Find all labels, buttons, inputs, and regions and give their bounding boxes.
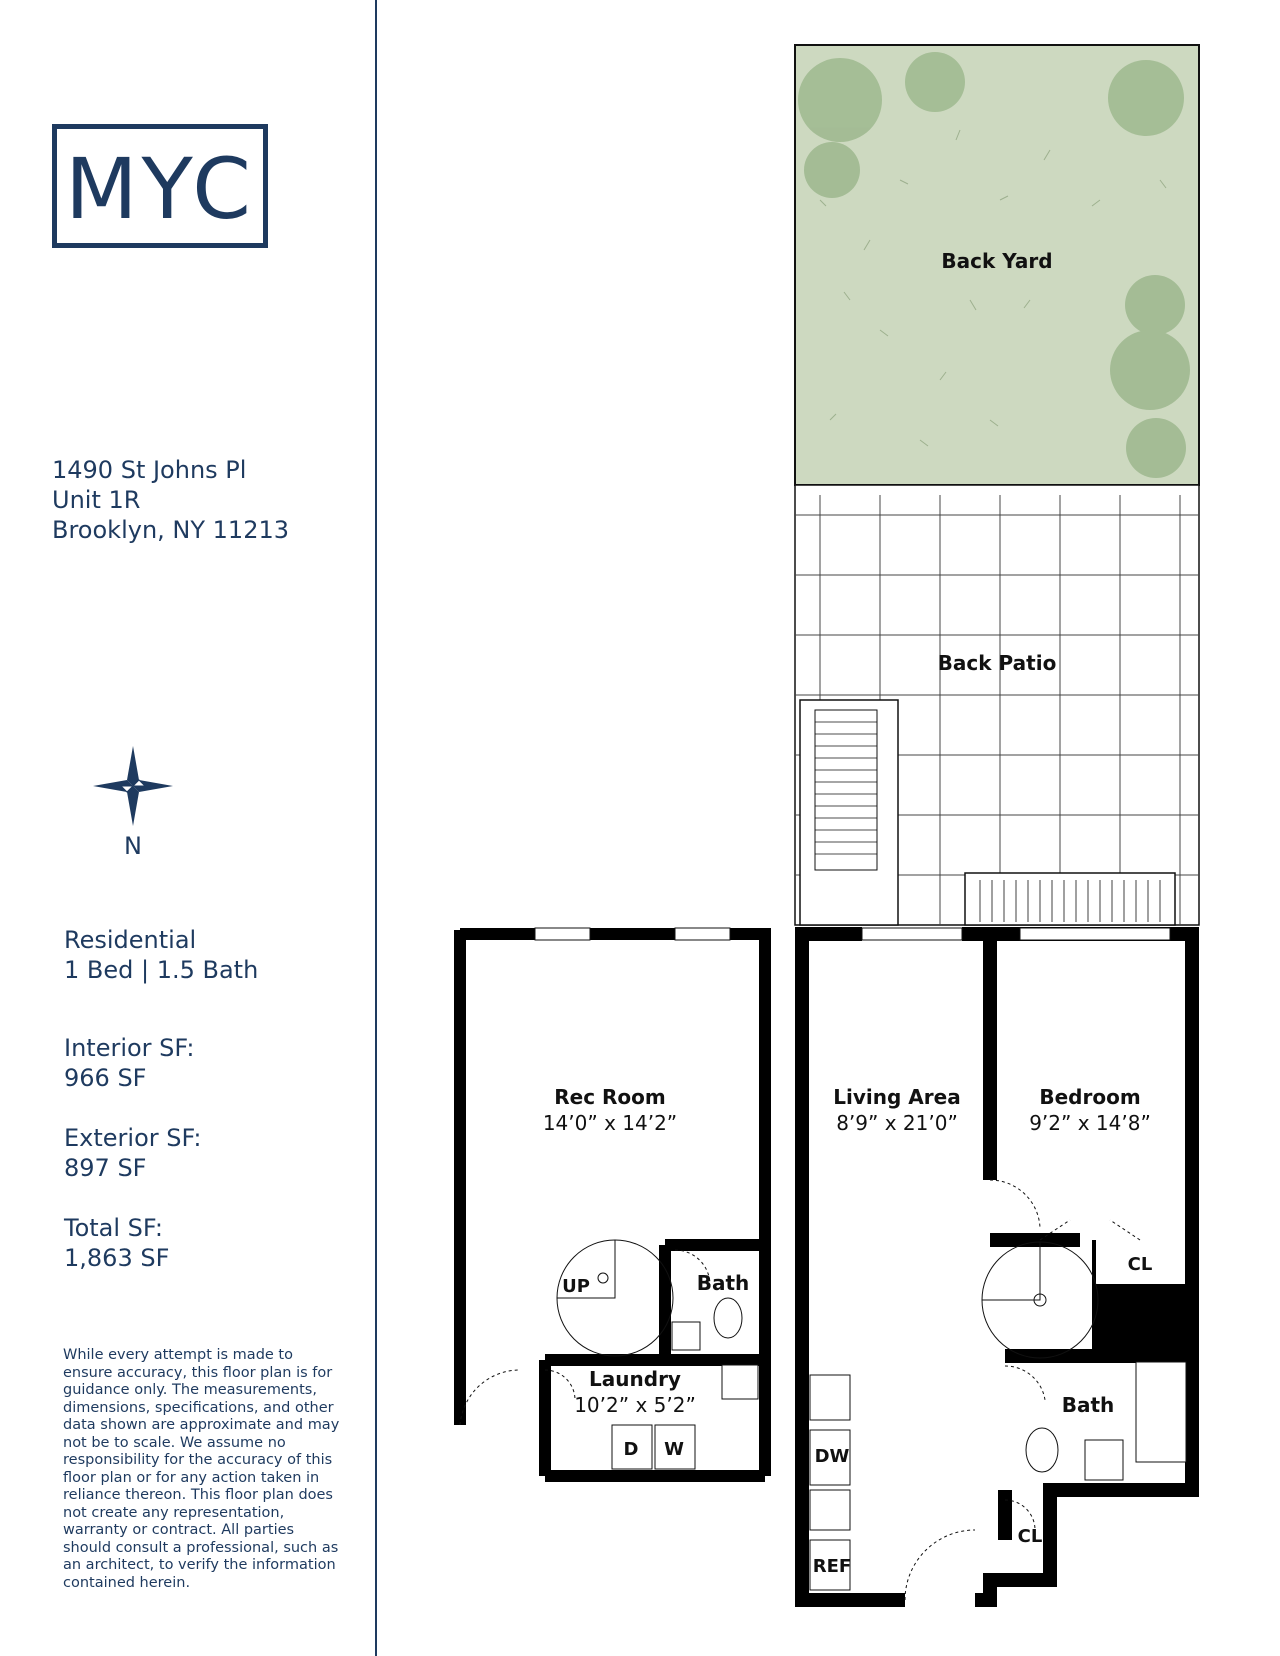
interior-sf-value: 966 SF	[64, 1064, 147, 1092]
bedroom-label: Bedroom	[1039, 1085, 1141, 1109]
address-line-3: Brooklyn, NY 11213	[52, 516, 289, 544]
closet-hall-label: CL	[1017, 1526, 1043, 1547]
spiral-stair-main	[982, 1242, 1098, 1358]
stair-up-label: UP	[562, 1276, 590, 1297]
spiral-stair-lower	[557, 1240, 673, 1356]
bedroom-dims: 9’2” x 14’8”	[1029, 1111, 1151, 1135]
dryer-label: D	[623, 1439, 639, 1460]
bath-lower-label: Bath	[696, 1271, 750, 1295]
back-yard	[795, 45, 1199, 485]
logo-text: MYC	[65, 140, 255, 238]
rec-room-dims: 14’0” x 14’2”	[542, 1111, 678, 1135]
disclaimer-text: While every attempt is made to ensure accuracy, this floor plan is for guidance only. The measurements, dimensions, specifications, and other data shown are approximate and may not be to scale. We assume no responsibility for the accuracy of this floor plan or for any action taken in reliance thereon. This floor plan does not create any representation, warranty or contract. All parties should consult a professional, such as an architect, to verify the information contained herein.	[63, 1347, 340, 1591]
wall-block	[1092, 1284, 1192, 1356]
interior-sf-label: Interior SF:	[64, 1034, 195, 1062]
refrigerator-label: REF	[812, 1556, 852, 1577]
exterior-sf-value: 897 SF	[64, 1154, 147, 1182]
total-sf-label: Total SF:	[64, 1214, 163, 1242]
total-sf-value: 1,863 SF	[64, 1244, 170, 1272]
back-patio	[795, 485, 1199, 925]
address-line-1: 1490 St Johns Pl	[52, 456, 247, 484]
laundry-label: Laundry	[589, 1367, 681, 1391]
dishwasher-label: DW	[814, 1446, 850, 1467]
patio-steps	[965, 873, 1175, 925]
address-line-2: Unit 1R	[52, 486, 141, 514]
living-area-label: Living Area	[833, 1085, 961, 1109]
beds-baths: 1 Bed | 1.5 Bath	[64, 956, 259, 984]
laundry-dims: 10’2” x 5’2”	[574, 1393, 696, 1417]
bath-main-label: Bath	[1061, 1393, 1115, 1417]
compass-north-label: N	[124, 832, 142, 860]
living-area-dims: 8’9” x 21’0”	[836, 1111, 958, 1135]
back-yard-label: Back Yard	[941, 249, 1053, 273]
washer-label: W	[664, 1439, 684, 1460]
property-type: Residential	[64, 926, 197, 954]
back-patio-label: Back Patio	[937, 651, 1057, 675]
closet-bedroom-label: CL	[1127, 1254, 1153, 1275]
rec-room-label: Rec Room	[554, 1085, 666, 1109]
bath-fixtures-main	[1026, 1362, 1186, 1480]
exterior-sf-label: Exterior SF:	[64, 1124, 202, 1152]
patio-stairs	[800, 700, 898, 925]
